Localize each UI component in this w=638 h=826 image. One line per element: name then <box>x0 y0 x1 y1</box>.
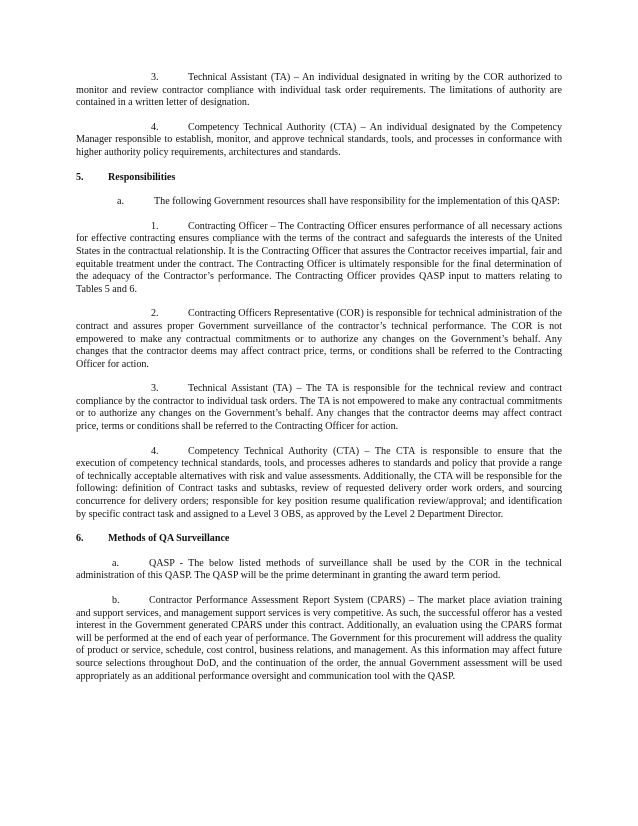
paragraph-number: 4. <box>151 121 159 133</box>
section-number: 6. <box>76 533 84 545</box>
paragraph-text: Contractor Performance Assessment Report System (CPARS) – The market place aviation training and support services, and management support services is very competitive. As such, the successful offeror has a vested interest in the Government generated CPARS under this contract. Additionally, an evaluation using the CPARS format will be performed at the end of each year of performance. The Government for this procurement will address the quality of product or service, schedule, cost control, business relations, and management. As this information may affect future source selections throughout DoD, and the continuation of the order, the annual Government assessment will be used appropriately as an additional performance oversight and communication tool with the QASP. <box>76 595 562 682</box>
paragraph-a-government-resources <box>76 196 562 209</box>
paragraph-text: Competency Technical Authority (CTA) – The CTA is responsible to ensure that the execution of competency technical standards, tools, and processes adheres to standards and policy that provide a range of technically acceptable alternatives with risk and value assessments. Additionally, the CTA will be responsible for the following: definition of Contract tasks and subtasks, review of requested delivery order work orders, and sourcing concurrence for delivery orders; responsible for key position resume qualification review/approval; and identification by specific contract task and assigned to a Level 3 OBS, as approved by the Level 2 Department Director. <box>76 445 562 520</box>
paragraph-text: Contracting Officers Representative (COR) is responsible for technical administration of the contract and assures proper Government surveillance of the contractor’s technical performance. The COR is not empowered to make any contractual commitments or to authorize any changes on the Government’s behalf. Any changes that the contractor deems may affect contract price, terms, or conditions shall be referred to the Contracting Officer for action. <box>76 308 562 370</box>
paragraph-number: 3. <box>151 383 159 395</box>
paragraph-number: a. <box>117 196 125 208</box>
section-title: Responsibilities <box>108 171 176 183</box>
paragraph-text: Competency Technical Authority (CTA) – An individual designated by the Competency Manager responsible to establish, monitor, and approve technical standards, tools, and processes in conformance with higher authority policy requirements, architectures and standards. <box>76 121 562 158</box>
paragraph-number: 3. <box>151 72 159 83</box>
paragraph-number: 4. <box>151 445 159 457</box>
paragraph-b-cpars <box>76 595 562 683</box>
paragraph-number: b. <box>112 595 120 606</box>
paragraph-text: The following Government resources shall have responsibility for the implementation of this QASP: <box>154 196 560 208</box>
paragraph-2-cor <box>76 308 562 371</box>
paragraph-4-cta-responsibility <box>76 446 562 522</box>
paragraph-text: Technical Assistant (TA) – An individual designated in writing by the COR authorized to monitor and review contractor compliance with individual task order requirements. The limitations of authority are contained in a written letter of designation. <box>76 72 562 109</box>
paragraph-number: 1. <box>151 220 159 232</box>
paragraph-number: a. <box>112 557 120 569</box>
paragraph-3-ta-definition <box>76 72 562 110</box>
paragraph-text: Technical Assistant (TA) – The TA is responsible for the technical review and contract compliance by the contractor to individual task orders. The TA is not empowered to make any contractual commitments or to authorize any changes on the Government’s behalf. Any changes that the contractor deems may affect contract price, terms or conditions shall be referred to the Contracting Officer for action. <box>76 383 562 433</box>
paragraph-text: Contracting Officer – The Contracting Officer ensures performance of all necessary actions for effective contracting ensures compliance with the terms of the contract and safeguards the interests of the United States in the contractual relationship. It is the Contracting Officer that assures the Contractor receives impartial, fair and equitable treatment under the contract. The Contracting Officer is ultimately responsible for the final determination of the adequacy of the Contractor’s performance. The Contracting Officer provides QASP input to matters relating to Tables 5 and 6. <box>76 220 562 295</box>
paragraph-1-contracting-officer <box>76 221 562 297</box>
paragraph-text: QASP - The below listed methods of surveillance shall be used by the COR in the technical administration of this QASP. The QASP will be the prime determinant in granting the award term period. <box>76 557 562 582</box>
paragraph-number: 2. <box>151 308 159 320</box>
section-number: 5. <box>76 171 84 183</box>
section-heading-qa-surveillance <box>76 533 562 546</box>
section-title: Methods of QA Surveillance <box>108 533 230 545</box>
paragraph-3-ta-responsibility <box>76 383 562 433</box>
paragraph-4-cta-definition <box>76 122 562 160</box>
section-heading-responsibilities <box>76 172 562 185</box>
paragraph-a-qasp <box>76 558 562 583</box>
